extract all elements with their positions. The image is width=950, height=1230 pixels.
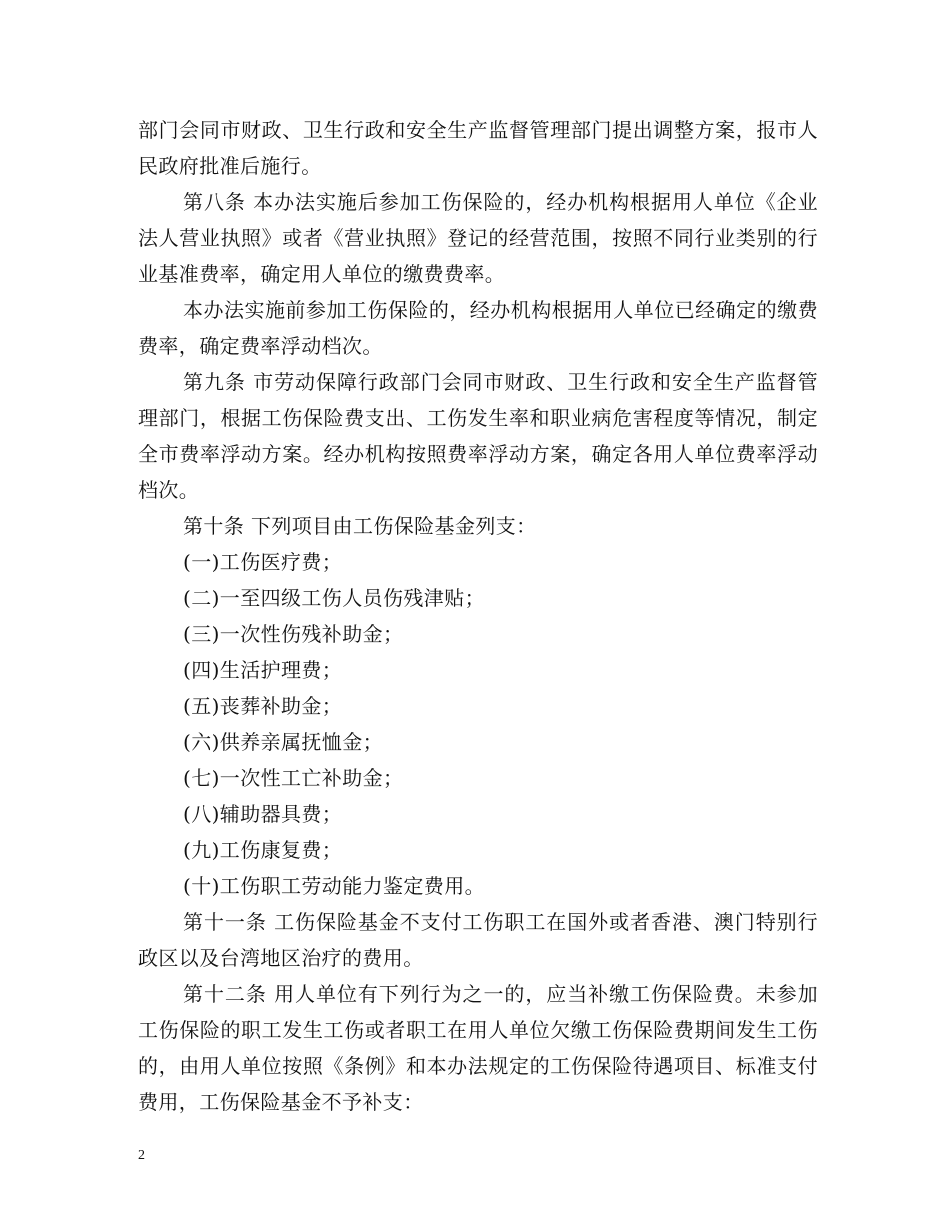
list-item-4: (四)生活护理费； [183, 658, 343, 682]
document-body [138, 112, 818, 1120]
paragraph-article-12: 第十二条 用人单位有下列行为之一的，应当补缴工伤保险费。未参加工伤保险的职工发生工伤或者职工在用人单位欠缴工伤保险费期间发生工伤的，由用人单位按照《条例》和本办法规定的工伤保险待遇项目、标准支付费用，工伤保险基金不予补支： [138, 982, 818, 1114]
list-item-8: (八)辅助器具费； [183, 802, 343, 826]
list-item-6: (六)供养亲属抚恤金； [183, 730, 384, 754]
list-item-7: (七)一次性工亡补助金； [183, 766, 404, 790]
paragraph-article-11: 第十一条 工伤保险基金不支付工伤职工在国外或者香港、澳门特别行政区以及台湾地区治疗的费用。 [138, 910, 818, 970]
list-item-1: (一)工伤医疗费； [183, 550, 343, 574]
paragraph-article-8-part-2: 本办法实施前参加工伤保险的，经办机构根据用人单位已经确定的缴费费率，确定费率浮动档次。 [138, 298, 818, 358]
paragraph-continuation: 部门会同市财政、卫生行政和安全生产监督管理部门提出调整方案，报市人民政府批准后施行。 [138, 118, 818, 178]
list-item-3: (三)一次性伤残补助金； [183, 622, 404, 646]
list-item-5: (五)丧葬补助金； [183, 694, 343, 718]
list-item-9: (九)工伤康复费； [183, 838, 343, 862]
paragraph-article-10: 第十条 下列项目由工伤保险基金列支： [183, 514, 537, 538]
page-number: 2 [138, 1148, 145, 1163]
list-item-10: (十)工伤职工劳动能力鉴定费用。 [183, 874, 486, 898]
list-item-2: (二)一至四级工伤人员伤残津贴； [183, 586, 486, 610]
paragraph-article-9: 第九条 市劳动保障行政部门会同市财政、卫生行政和安全生产监督管理部门，根据工伤保险费支出、工伤发生率和职业病危害程度等情况，制定全市费率浮动方案。经办机构按照费率浮动方案，确定各用人单位费率浮动档次。 [138, 370, 818, 502]
paragraph-article-8: 第八条 本办法实施后参加工伤保险的，经办机构根据用人单位《企业法人营业执照》或者《营业执照》登记的经营范围，按照不同行业类别的行业基准费率，确定用人单位的缴费费率。 [138, 190, 818, 286]
